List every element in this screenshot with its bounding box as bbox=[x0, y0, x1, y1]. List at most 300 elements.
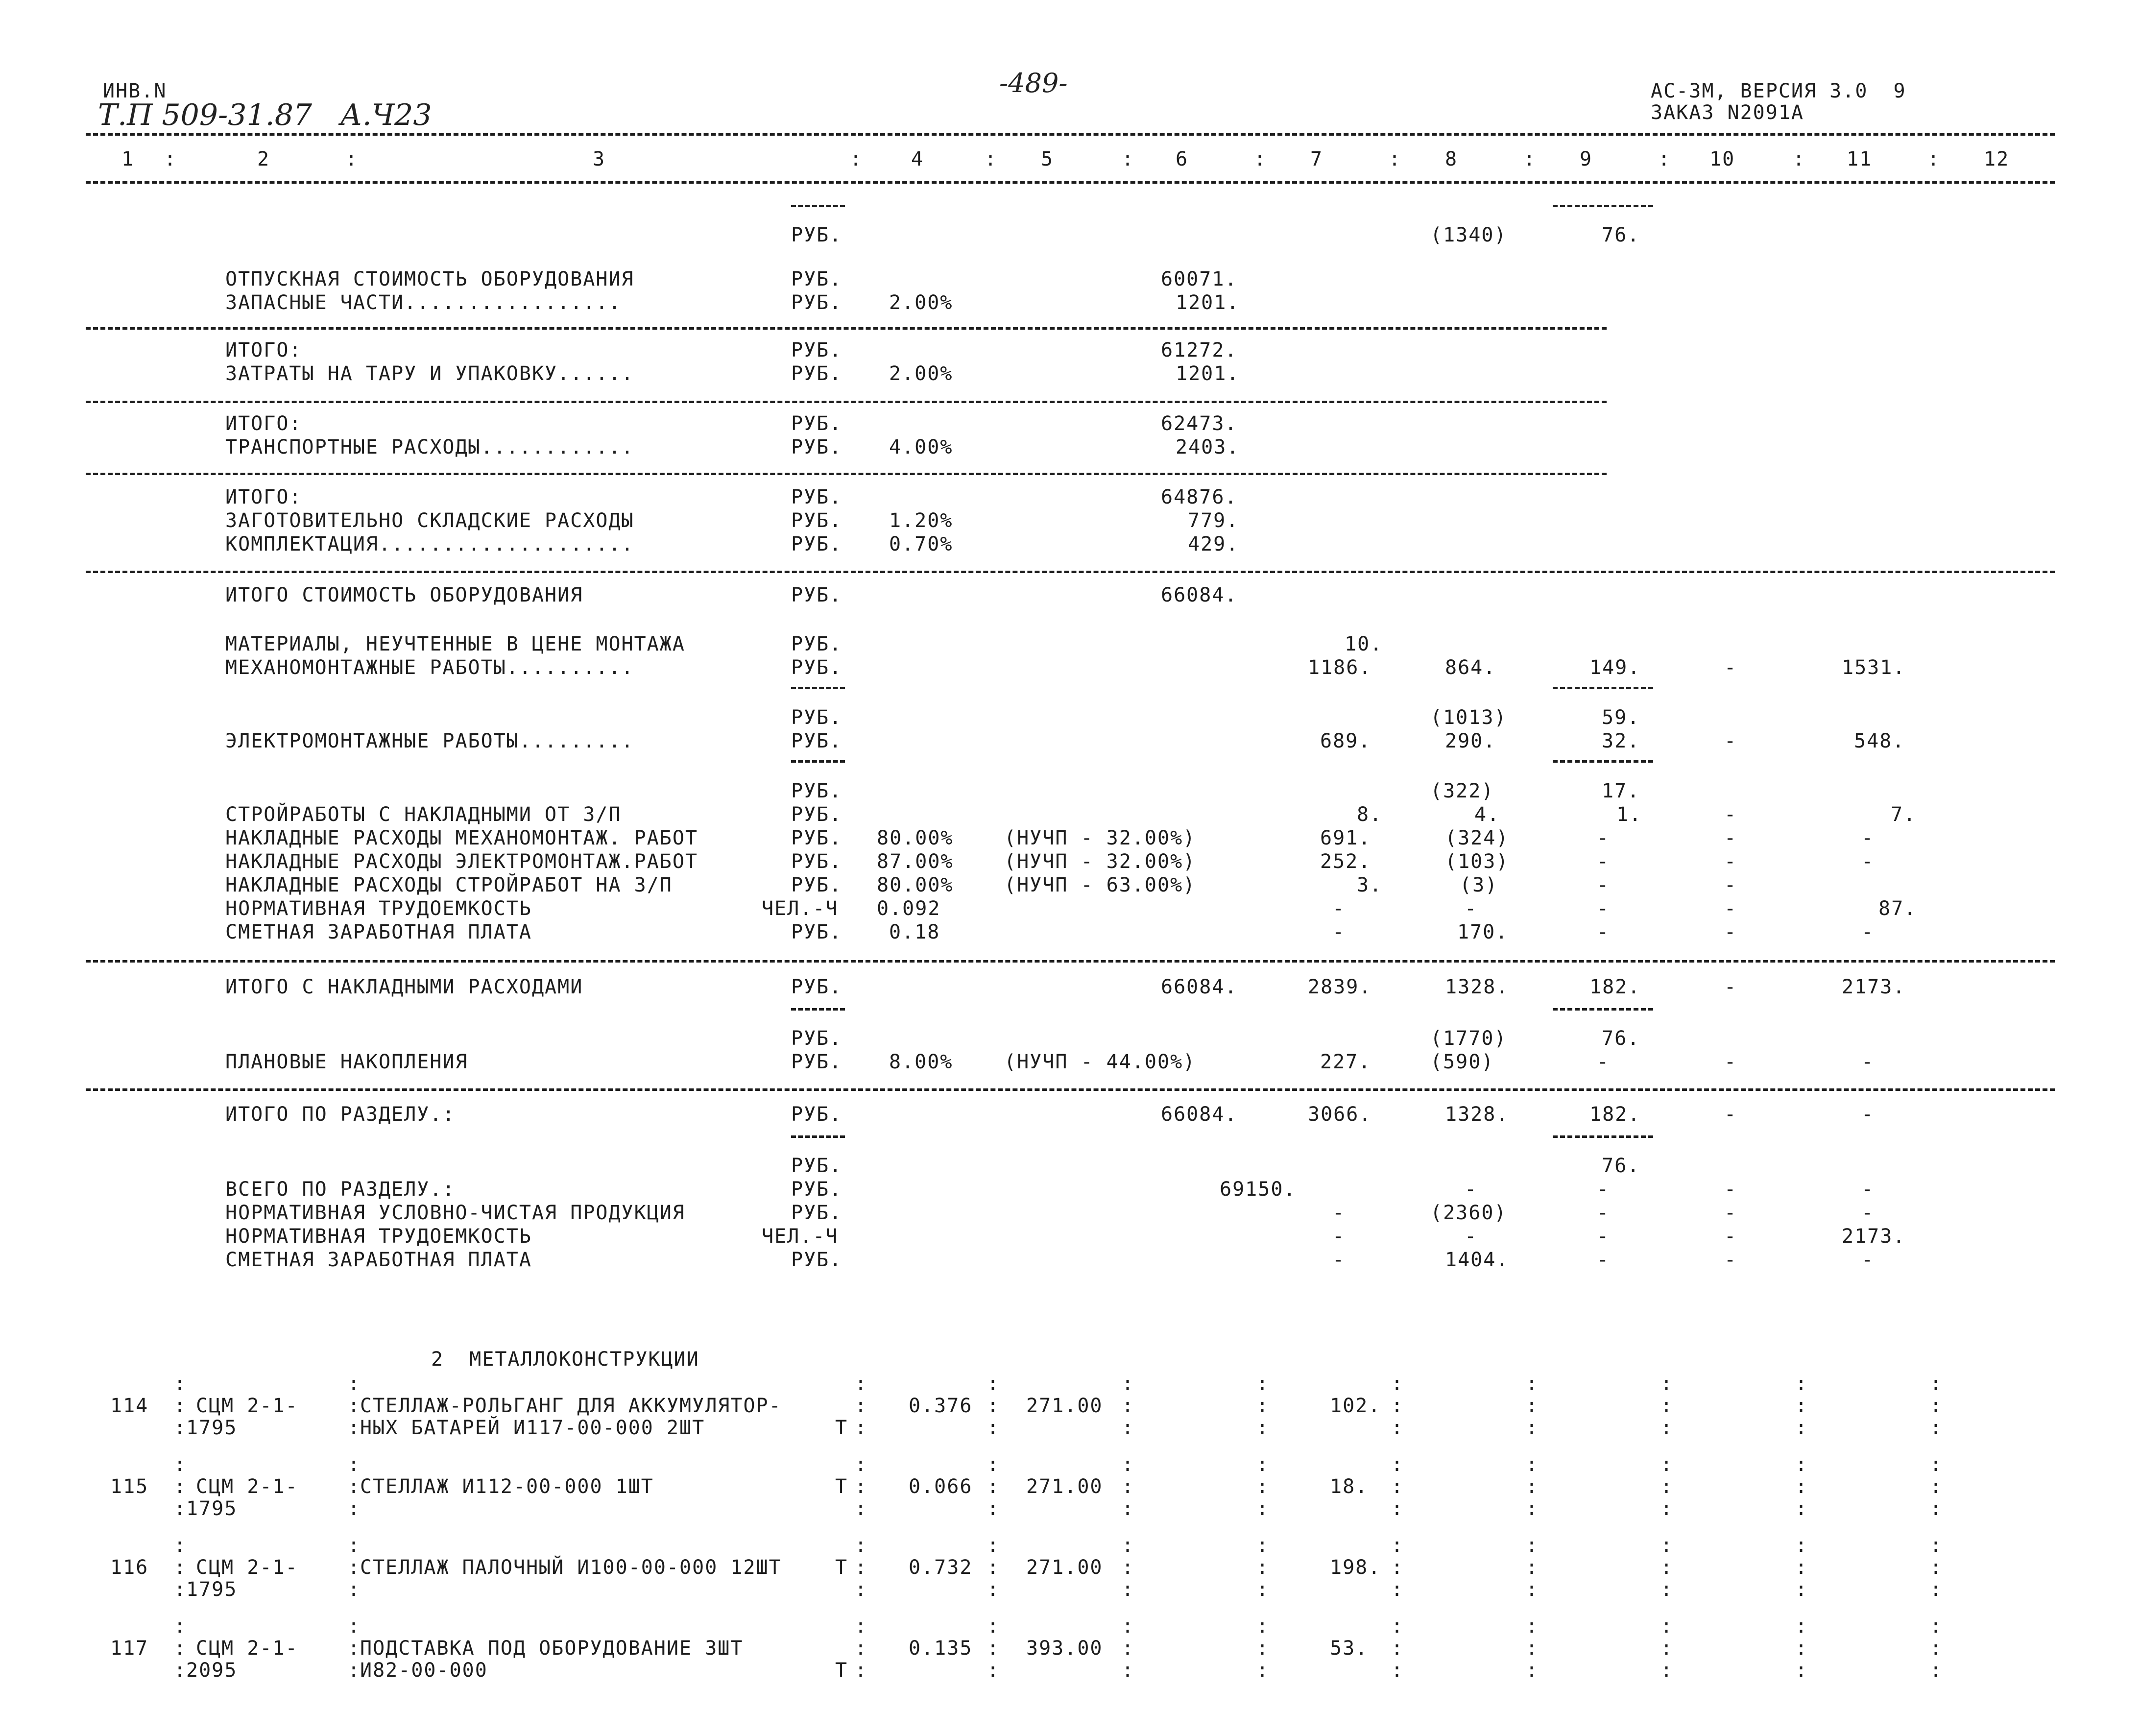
value-c9: - bbox=[1597, 1202, 1610, 1224]
header-rule bbox=[86, 133, 2055, 136]
col-sep: : bbox=[1795, 1475, 1808, 1498]
percent: 8.00% bbox=[889, 1051, 953, 1073]
unit-label: РУБ. bbox=[791, 850, 842, 873]
value-c9: 76. bbox=[1602, 1027, 1640, 1050]
col-sep: : bbox=[1660, 1659, 1674, 1682]
col-sep: : bbox=[1256, 1395, 1270, 1417]
unit-label: РУБ. bbox=[791, 224, 842, 246]
value-c7: - bbox=[1332, 897, 1346, 920]
row-rule bbox=[86, 571, 2055, 573]
value-c7: - bbox=[1332, 1249, 1346, 1271]
value-c6: 66084. bbox=[1161, 1103, 1238, 1126]
row-label: МЕХАНОМОНТАЖНЫЕ РАБОТЫ.......... bbox=[225, 656, 634, 679]
value-c10: - bbox=[1724, 1051, 1737, 1073]
subrule bbox=[791, 205, 845, 207]
unit-label: РУБ. bbox=[791, 976, 842, 998]
col-sep: : bbox=[1122, 1659, 1135, 1682]
col-header-5: 5 bbox=[1041, 148, 1054, 170]
value-c8: (2360) bbox=[1430, 1202, 1507, 1224]
col-sep: : bbox=[1391, 1578, 1404, 1601]
unit-label: РУБ. bbox=[791, 780, 842, 802]
col-sep: : bbox=[1930, 1615, 1943, 1638]
col-sep: : bbox=[987, 1475, 1000, 1498]
col-header-11: 11 bbox=[1847, 148, 1873, 170]
value-c10: - bbox=[1724, 921, 1737, 943]
value-c9: 32. bbox=[1602, 730, 1640, 752]
percent: 80.00% bbox=[877, 874, 954, 896]
value-c10: - bbox=[1724, 1178, 1737, 1201]
item-price: 271.00 bbox=[1026, 1556, 1103, 1579]
value-c10: - bbox=[1724, 827, 1737, 849]
col-sep: : bbox=[1122, 1475, 1135, 1498]
unit-label: РУБ. bbox=[791, 874, 842, 896]
value-c9: 17. bbox=[1602, 780, 1640, 802]
col-sep: : bbox=[1256, 1534, 1270, 1557]
value-c9: 149. bbox=[1589, 656, 1641, 679]
page-number: -489- bbox=[999, 68, 1068, 98]
col-sep: : bbox=[1930, 1534, 1943, 1557]
col-sep: : bbox=[1930, 1578, 1943, 1601]
row-label: ИТОГО: bbox=[225, 339, 302, 362]
col-sep: : bbox=[987, 1637, 1000, 1660]
col-sep: : bbox=[174, 1373, 187, 1395]
item-description: ПОДСТАВКА ПОД ОБОРУДОВАНИЕ 3ШТ bbox=[360, 1637, 744, 1660]
percent: 2.00% bbox=[889, 291, 953, 314]
item-c7: 102. bbox=[1330, 1395, 1381, 1417]
col-sep: : bbox=[1391, 1615, 1404, 1638]
value-c6: 1201. bbox=[1176, 291, 1240, 314]
subrule bbox=[1553, 760, 1653, 763]
col-header-2: 2 bbox=[257, 148, 270, 170]
row-label: ИТОГО: bbox=[225, 486, 302, 508]
unit-label: РУБ. bbox=[791, 921, 842, 943]
unit-label: РУБ. bbox=[791, 706, 842, 729]
col-header-10: 10 bbox=[1709, 148, 1735, 170]
value-c10: - bbox=[1724, 803, 1737, 826]
col-sep: : bbox=[174, 1395, 187, 1417]
nuchp-note: (НУЧП - 63.00%) bbox=[1004, 874, 1196, 896]
value-c7: 8. bbox=[1357, 803, 1383, 826]
value-c7: 691. bbox=[1320, 827, 1371, 849]
value-c9: - bbox=[1597, 921, 1610, 943]
col-sep: : bbox=[1256, 1556, 1270, 1579]
item-c7: 18. bbox=[1330, 1475, 1369, 1498]
col-sep: : bbox=[1391, 1395, 1404, 1417]
unit-label: РУБ. bbox=[791, 1051, 842, 1073]
col-sep: : bbox=[345, 148, 359, 170]
value-c11: - bbox=[1861, 1178, 1875, 1201]
item-number: 115 bbox=[110, 1475, 149, 1498]
value-c8: (590) bbox=[1430, 1051, 1494, 1073]
col-header-4: 4 bbox=[911, 148, 924, 170]
value-c9: - bbox=[1597, 897, 1610, 920]
value-c8: (1013) bbox=[1430, 706, 1507, 729]
col-sep: : bbox=[850, 148, 863, 170]
row-label: ЗАПАСНЫЕ ЧАСТИ................. bbox=[225, 291, 622, 314]
unit-label: РУБ. bbox=[791, 509, 842, 532]
item-code-suffix: 1795 bbox=[186, 1497, 238, 1520]
unit-label: РУБ. bbox=[791, 486, 842, 508]
item-quantity: 0.376 bbox=[909, 1395, 973, 1417]
row-label: ЗАГОТОВИТЕЛЬНО СКЛАДСКИЕ РАСХОДЫ bbox=[225, 509, 634, 532]
value-c8: - bbox=[1465, 1178, 1478, 1201]
col-header-6: 6 bbox=[1176, 148, 1189, 170]
col-sep: : bbox=[855, 1615, 868, 1638]
col-sep: : bbox=[1122, 1497, 1135, 1520]
value-c11: - bbox=[1861, 827, 1875, 849]
row-rule bbox=[86, 1088, 2055, 1091]
col-sep: : bbox=[1256, 1637, 1270, 1660]
col-sep: : bbox=[987, 1615, 1000, 1638]
value-c9: - bbox=[1597, 1178, 1610, 1201]
col-sep: : bbox=[1927, 148, 1941, 170]
col-sep: : bbox=[1256, 1475, 1270, 1498]
col-sep: : bbox=[1254, 148, 1267, 170]
value-c7: 2839. bbox=[1308, 976, 1372, 998]
item-code: СЦМ 2-1- bbox=[196, 1637, 298, 1660]
inv-label: ИНВ.N bbox=[103, 80, 167, 102]
subrule bbox=[1553, 687, 1653, 689]
value-c11: 1531. bbox=[1842, 656, 1906, 679]
col-sep: : bbox=[348, 1395, 361, 1417]
col-sep: : bbox=[855, 1637, 868, 1660]
col-sep: : bbox=[1122, 1578, 1135, 1601]
value-c8: (1340) bbox=[1430, 224, 1507, 246]
col-sep: : bbox=[1930, 1453, 1943, 1476]
item-description: СТЕЛЛАЖ И112-00-000 1ШТ bbox=[360, 1475, 654, 1498]
value-c9: - bbox=[1597, 850, 1610, 873]
subrule bbox=[1553, 205, 1653, 207]
col-sep: : bbox=[1122, 1395, 1135, 1417]
unit-label: РУБ. bbox=[791, 1249, 842, 1271]
col-sep: : bbox=[1795, 1497, 1808, 1520]
col-sep: : bbox=[1795, 1453, 1808, 1476]
value-c11: - bbox=[1861, 1249, 1875, 1271]
col-sep: : bbox=[1391, 1556, 1404, 1579]
unit-label: РУБ. bbox=[791, 730, 842, 752]
col-sep: : bbox=[1526, 1497, 1539, 1520]
unit-label: РУБ. bbox=[791, 412, 842, 435]
col-sep: : bbox=[1526, 1534, 1539, 1557]
value-c8: (1770) bbox=[1430, 1027, 1507, 1050]
col-sep: : bbox=[1526, 1659, 1539, 1682]
value-c7: 227. bbox=[1320, 1051, 1371, 1073]
col-header-1: 1 bbox=[121, 148, 135, 170]
col-sep: : bbox=[1526, 1417, 1539, 1439]
col-sep: : bbox=[348, 1497, 361, 1520]
subrule bbox=[791, 687, 845, 689]
value-c7: - bbox=[1332, 1202, 1346, 1224]
row-label: МАТЕРИАЛЫ, НЕУЧТЕННЫЕ В ЦЕНЕ МОНТАЖА bbox=[225, 633, 685, 655]
value-c11: - bbox=[1861, 921, 1875, 943]
order-number: ЗАКАЗ N2091А bbox=[1651, 101, 1804, 124]
item-code: СЦМ 2-1- bbox=[196, 1395, 298, 1417]
row-label: КОМПЛЕКТАЦИЯ.................... bbox=[225, 533, 634, 555]
col-sep: : bbox=[1523, 148, 1537, 170]
col-sep: : bbox=[1660, 1534, 1674, 1557]
col-sep: : bbox=[1526, 1453, 1539, 1476]
col-sep: : bbox=[985, 148, 998, 170]
item-price: 271.00 bbox=[1026, 1475, 1103, 1498]
col-sep: : bbox=[1391, 1534, 1404, 1557]
value-c11: 7. bbox=[1891, 803, 1917, 826]
row-label: СМЕТНАЯ ЗАРАБОТНАЯ ПЛАТА bbox=[225, 921, 532, 943]
value-c10: - bbox=[1724, 874, 1737, 896]
col-sep: : bbox=[348, 1417, 361, 1439]
value-c11: 2173. bbox=[1842, 976, 1906, 998]
col-sep: : bbox=[1256, 1497, 1270, 1520]
col-sep: : bbox=[174, 1578, 187, 1601]
value-c8: 864. bbox=[1445, 656, 1496, 679]
col-sep: : bbox=[1795, 1578, 1808, 1601]
item-code: СЦМ 2-1- bbox=[196, 1556, 298, 1579]
unit-label: РУБ. bbox=[791, 268, 842, 290]
row-label: ИТОГО ПО РАЗДЕЛУ.: bbox=[225, 1103, 456, 1126]
col-sep: : bbox=[1795, 1417, 1808, 1439]
col-sep: : bbox=[1391, 1659, 1404, 1682]
item-quantity: 0.732 bbox=[909, 1556, 973, 1579]
value-c9: - bbox=[1597, 827, 1610, 849]
item-code-suffix: 1795 bbox=[186, 1417, 238, 1439]
col-sep: : bbox=[1930, 1417, 1943, 1439]
value-c9: 1. bbox=[1616, 803, 1642, 826]
col-sep: : bbox=[174, 1497, 187, 1520]
col-header-9: 9 bbox=[1580, 148, 1593, 170]
col-sep: : bbox=[987, 1659, 1000, 1682]
unit-label: РУБ. bbox=[791, 803, 842, 826]
col-sep: : bbox=[855, 1659, 868, 1682]
item-code-suffix: 2095 bbox=[186, 1659, 238, 1682]
col-sep: : bbox=[1391, 1453, 1404, 1476]
col-sep: : bbox=[1930, 1475, 1943, 1498]
col-sep: : bbox=[1256, 1373, 1270, 1395]
col-sep: : bbox=[855, 1497, 868, 1520]
unit-label: ЧЕЛ.-Ч bbox=[762, 1225, 839, 1248]
col-sep: : bbox=[1391, 1637, 1404, 1660]
percent: 0.092 bbox=[877, 897, 941, 920]
value-c10: - bbox=[1724, 850, 1737, 873]
col-sep: : bbox=[1122, 1637, 1135, 1660]
value-c10: - bbox=[1724, 897, 1737, 920]
item-price: 271.00 bbox=[1026, 1395, 1103, 1417]
value-c8: (103) bbox=[1445, 850, 1509, 873]
col-sep: : bbox=[855, 1417, 868, 1439]
col-sep: : bbox=[1795, 1395, 1808, 1417]
value-c7: 252. bbox=[1320, 850, 1371, 873]
unit-label: РУБ. bbox=[791, 1027, 842, 1050]
value-c8: 1404. bbox=[1445, 1249, 1509, 1271]
value-c11: - bbox=[1861, 1051, 1875, 1073]
row-label: НАКЛАДНЫЕ РАСХОДЫ МЕХАНОМОНТАЖ. РАБОТ bbox=[225, 827, 698, 849]
col-sep: : bbox=[1391, 1417, 1404, 1439]
col-sep: : bbox=[1795, 1556, 1808, 1579]
col-sep: : bbox=[1930, 1659, 1943, 1682]
item-description-cont: НЫХ БАТАРЕЙ И117-00-000 2ШТ bbox=[360, 1417, 705, 1439]
row-rule bbox=[86, 327, 1607, 330]
col-sep: : bbox=[987, 1497, 1000, 1520]
value-c8: 4. bbox=[1474, 803, 1500, 826]
col-sep: : bbox=[348, 1659, 361, 1682]
item-code-suffix: 1795 bbox=[186, 1578, 238, 1601]
col-sep: : bbox=[1795, 1534, 1808, 1557]
col-header-3: 3 bbox=[593, 148, 606, 170]
value-c8: - bbox=[1465, 897, 1478, 920]
value-c9: 59. bbox=[1602, 706, 1640, 729]
value-c8: (324) bbox=[1445, 827, 1509, 849]
col-sep: : bbox=[1526, 1475, 1539, 1498]
percent: 4.00% bbox=[889, 436, 953, 458]
col-sep: : bbox=[987, 1556, 1000, 1579]
col-sep: : bbox=[174, 1417, 187, 1439]
item-c7: 53. bbox=[1330, 1637, 1369, 1660]
col-sep: : bbox=[1793, 148, 1806, 170]
col-sep: : bbox=[987, 1534, 1000, 1557]
col-sep: : bbox=[174, 1615, 187, 1638]
col-sep: : bbox=[1391, 1373, 1404, 1395]
value-c10: - bbox=[1724, 656, 1737, 679]
unit-label: РУБ. bbox=[791, 656, 842, 679]
value-c8: 290. bbox=[1445, 730, 1496, 752]
percent: 0.70% bbox=[889, 533, 953, 555]
col-sep: : bbox=[855, 1578, 868, 1601]
col-sep: : bbox=[1391, 1497, 1404, 1520]
col-sep: : bbox=[174, 1534, 187, 1557]
value-c7: 10. bbox=[1345, 633, 1383, 655]
col-sep: : bbox=[987, 1453, 1000, 1476]
col-sep: : bbox=[348, 1475, 361, 1498]
value-c10: - bbox=[1724, 1225, 1737, 1248]
col-sep: : bbox=[1660, 1578, 1674, 1601]
row-label: СТРОЙРАБОТЫ С НАКЛАДНЫМИ ОТ З/П bbox=[225, 803, 622, 826]
col-sep: : bbox=[987, 1373, 1000, 1395]
row-label: ИТОГО СТОИМОСТЬ ОБОРУДОВАНИЯ bbox=[225, 584, 583, 606]
col-sep: : bbox=[987, 1578, 1000, 1601]
value-c6: 66084. bbox=[1161, 976, 1238, 998]
unit-label: РУБ. bbox=[791, 362, 842, 385]
row-label: ЗАТРАТЫ НА ТАРУ И УПАКОВКУ...... bbox=[225, 362, 634, 385]
row-label: НОРМАТИВНАЯ УСЛОВНО-ЧИСТАЯ ПРОДУКЦИЯ bbox=[225, 1202, 685, 1224]
subrule bbox=[791, 1135, 845, 1138]
col-sep: : bbox=[348, 1534, 361, 1557]
row-label: ИТОГО С НАКЛАДНЫМИ РАСХОДАМИ bbox=[225, 976, 583, 998]
percent: 0.18 bbox=[889, 921, 940, 943]
value-c10: - bbox=[1724, 1249, 1737, 1271]
value-c8: (3) bbox=[1460, 874, 1498, 896]
unit-label: РУБ. bbox=[791, 1202, 842, 1224]
value-c10: - bbox=[1724, 1202, 1737, 1224]
col-sep: : bbox=[1660, 1373, 1674, 1395]
row-label: ЭЛЕКТРОМОНТАЖНЫЕ РАБОТЫ......... bbox=[225, 730, 634, 752]
row-label: НОРМАТИВНАЯ ТРУДОЕМКОСТЬ bbox=[225, 897, 532, 920]
value-c8: 1328. bbox=[1445, 976, 1509, 998]
value-c8: 170. bbox=[1457, 921, 1509, 943]
col-sep: : bbox=[1122, 148, 1135, 170]
item-unit: Т bbox=[835, 1475, 848, 1498]
col-sep: : bbox=[348, 1578, 361, 1601]
unit-label: РУБ. bbox=[791, 436, 842, 458]
row-label: ИТОГО: bbox=[225, 412, 302, 435]
item-unit: Т bbox=[835, 1659, 848, 1682]
item-unit: Т bbox=[835, 1556, 848, 1579]
value-c6: 66084. bbox=[1161, 584, 1238, 606]
col-sep: : bbox=[1795, 1637, 1808, 1660]
col-header-12: 12 bbox=[1984, 148, 2010, 170]
subrule bbox=[1553, 1135, 1653, 1138]
value-c9: - bbox=[1597, 1249, 1610, 1271]
col-sep: : bbox=[348, 1453, 361, 1476]
unit-label: РУБ. bbox=[791, 827, 842, 849]
item-quantity: 0.066 bbox=[909, 1475, 973, 1498]
value-c9: - bbox=[1597, 874, 1610, 896]
item-description: СТЕЛЛАЖ-РОЛЬГАНГ ДЛЯ АККУМУЛЯТОР- bbox=[360, 1395, 782, 1417]
column-header-rule bbox=[86, 181, 2055, 184]
col-sep: : bbox=[1930, 1637, 1943, 1660]
value-c10: - bbox=[1724, 730, 1737, 752]
col-sep: : bbox=[987, 1395, 1000, 1417]
col-sep: : bbox=[1660, 1475, 1674, 1498]
subrule bbox=[791, 1008, 845, 1011]
col-sep: : bbox=[348, 1637, 361, 1660]
value-c6: 779. bbox=[1188, 509, 1239, 532]
col-sep: : bbox=[1122, 1615, 1135, 1638]
value-c7: 1186. bbox=[1308, 656, 1372, 679]
nuchp-note: (НУЧП - 32.00%) bbox=[1004, 850, 1196, 873]
col-sep: : bbox=[1122, 1417, 1135, 1439]
value-c10: - bbox=[1724, 1103, 1737, 1126]
row-label: НАКЛАДНЫЕ РАСХОДЫ ЭЛЕКТРОМОНТАЖ.РАБОТ bbox=[225, 850, 698, 873]
row-label: НОРМАТИВНАЯ ТРУДОЕМКОСТЬ bbox=[225, 1225, 532, 1248]
col-sep: : bbox=[855, 1556, 868, 1579]
unit-label: РУБ. bbox=[791, 633, 842, 655]
col-sep: : bbox=[1122, 1373, 1135, 1395]
col-sep: : bbox=[855, 1534, 868, 1557]
value-c11: 2173. bbox=[1842, 1225, 1906, 1248]
value-c7: 3. bbox=[1357, 874, 1383, 896]
col-sep: : bbox=[1660, 1453, 1674, 1476]
row-label: ОТПУСКНАЯ СТОИМОСТЬ ОБОРУДОВАНИЯ bbox=[225, 268, 634, 290]
item-number: 116 bbox=[110, 1556, 149, 1579]
col-sep: : bbox=[1256, 1453, 1270, 1476]
row-label: НАКЛАДНЫЕ РАСХОДЫ СТРОЙРАБОТ НА З/П bbox=[225, 874, 673, 896]
subrule bbox=[791, 760, 845, 763]
row-label: ВСЕГО ПО РАЗДЕЛУ.: bbox=[225, 1178, 456, 1201]
value-c9: 182. bbox=[1589, 976, 1641, 998]
col-sep: : bbox=[1658, 148, 1671, 170]
percent: 1.20% bbox=[889, 509, 953, 532]
col-sep: : bbox=[1256, 1615, 1270, 1638]
col-sep: : bbox=[1526, 1395, 1539, 1417]
handwritten-reference: Т.П 509-31.87 А.Ч23 bbox=[98, 98, 432, 132]
unit-label: РУБ. bbox=[791, 1178, 842, 1201]
col-sep: : bbox=[1795, 1659, 1808, 1682]
value-c6: 61272. bbox=[1161, 339, 1238, 362]
col-header-8: 8 bbox=[1445, 148, 1458, 170]
value-c7: - bbox=[1332, 921, 1346, 943]
item-c7: 198. bbox=[1330, 1556, 1381, 1579]
unit-label: РУБ. bbox=[791, 291, 842, 314]
unit-label: РУБ. bbox=[791, 1155, 842, 1177]
value-c11: 548. bbox=[1854, 730, 1905, 752]
percent: 87.00% bbox=[877, 850, 954, 873]
section-title: 2 МЕТАЛЛОКОНСТРУКЦИИ bbox=[431, 1348, 699, 1371]
col-sep: : bbox=[1795, 1615, 1808, 1638]
col-sep: : bbox=[1660, 1395, 1674, 1417]
value-c8: (322) bbox=[1430, 780, 1494, 802]
nuchp-note: (НУЧП - 44.00%) bbox=[1004, 1051, 1196, 1073]
col-sep: : bbox=[348, 1615, 361, 1638]
unit-label: РУБ. bbox=[791, 1103, 842, 1126]
row-rule bbox=[86, 960, 2055, 963]
